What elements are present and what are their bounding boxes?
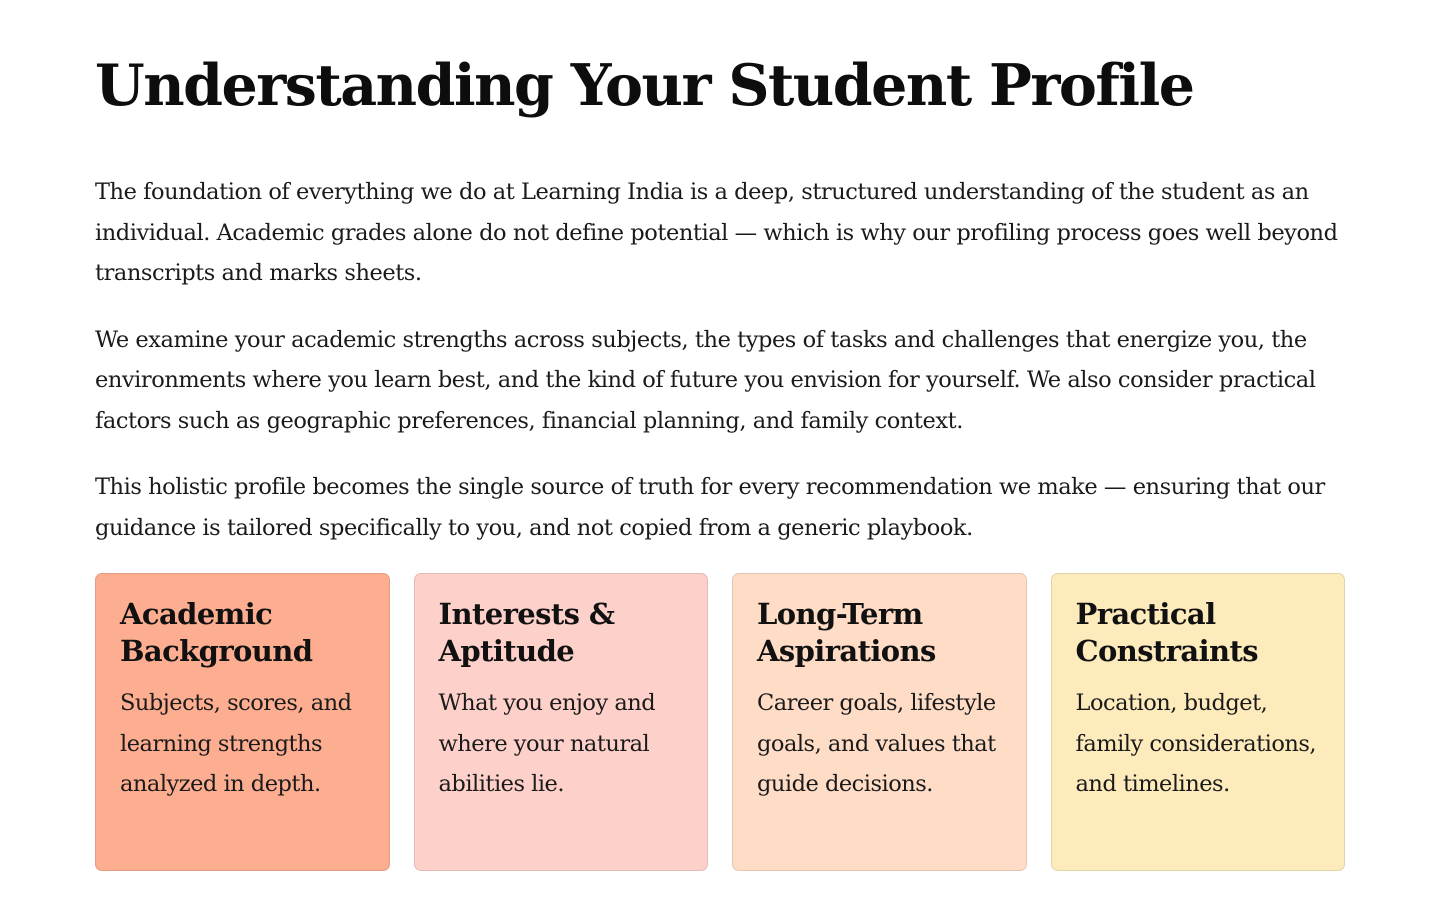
card-description: Subjects, scores, and learning strengths analyzed in depth. — [120, 690, 352, 797]
page-title: Understanding Your Student Profile — [95, 52, 1194, 119]
intro-text — [95, 172, 1345, 548]
paragraph: The foundation of everything we do at Learning India is a deep, structured understanding of the student as an individual. Academic grades alone do not define potential — which is why our profiling process goes well beyond transcripts and marks sheets. — [95, 179, 1338, 286]
card-description: Location, budget, family considerations, and timelines. — [1075, 690, 1317, 797]
card-title: Academic Background — [120, 597, 313, 668]
card-academic-background — [95, 573, 390, 871]
card-title: Interests & Aptitude — [438, 597, 615, 668]
card-title: Long-Term Aspirations — [757, 597, 936, 668]
profile-cards — [95, 573, 1345, 871]
card-title: Practical Constraints — [1075, 597, 1259, 668]
card-practical-constraints — [1051, 573, 1346, 871]
card-long-term-aspirations — [732, 573, 1027, 871]
card-description: What you enjoy and where your natural abilities lie. — [438, 690, 656, 797]
card-description: Career goals, lifestyle goals, and values that guide decisions. — [757, 690, 996, 797]
paragraph: We examine your academic strengths across subjects, the types of tasks and challenges that energize you, the environments where you learn best, and the kind of future you envision for yourself. We also consider practical factors such as geographic preferences, financial planning, and family context. — [95, 326, 1316, 434]
card-interests-aptitude — [414, 573, 709, 871]
paragraph: This holistic profile becomes the single source of truth for every recommendation we make — ensuring that our guidance is tailored specifically to you, and not copied from a generic playbook. — [95, 474, 1325, 541]
